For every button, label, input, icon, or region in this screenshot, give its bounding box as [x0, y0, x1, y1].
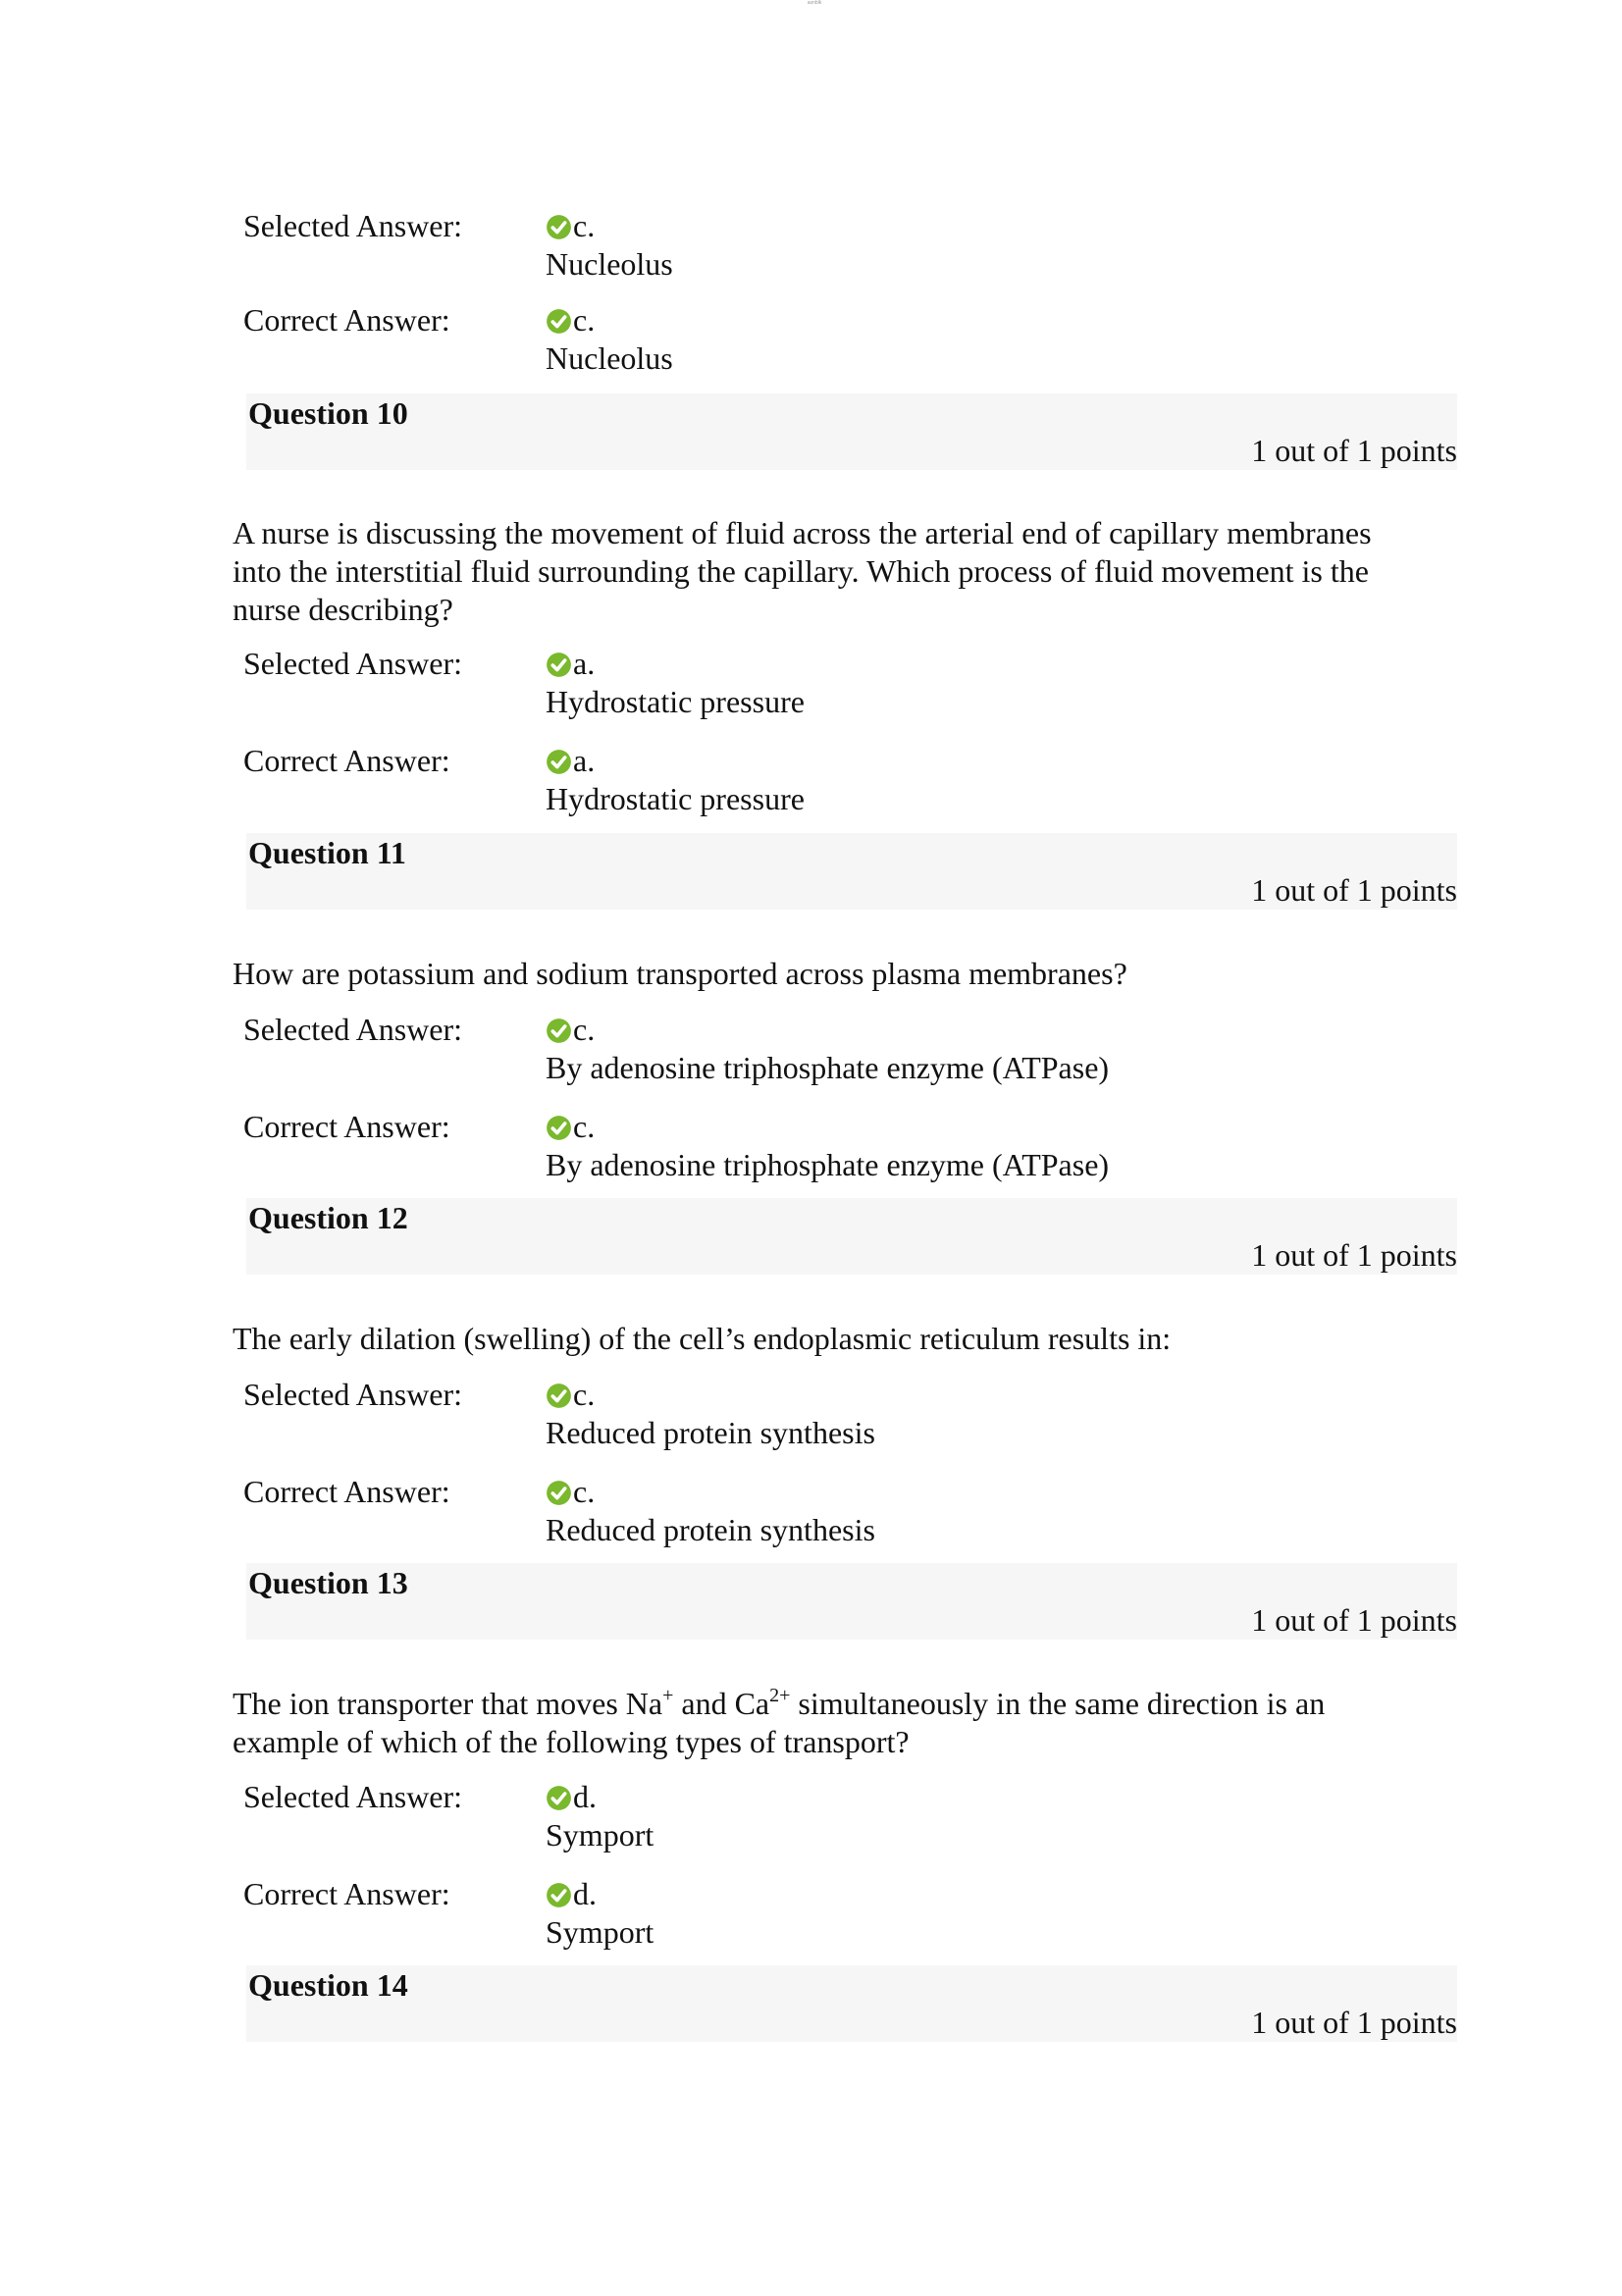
- question-header: [246, 1965, 1457, 2042]
- superscript-charge: +: [662, 1685, 674, 1706]
- selected-answer-label: Selected Answer:: [243, 646, 463, 681]
- question-text: How are potassium and sodium transported across plasma membranes?: [233, 956, 1127, 991]
- question-text: The early dilation (swelling) of the cell’s endoplasmic reticulum results in:: [233, 1321, 1172, 1356]
- check-icon: [546, 1785, 572, 1811]
- answer-text: Reduced protein synthesis: [546, 1512, 875, 1547]
- page-header-text: asnblk: [807, 0, 822, 6]
- selected-answer-value: [546, 1778, 1429, 1854]
- answer-text: By adenosine triphosphate enzyme (ATPase): [546, 1147, 1110, 1182]
- selected-answer-label: Selected Answer:: [243, 208, 463, 243]
- selected-answer-value: [546, 207, 1429, 284]
- answer-text: Hydrostatic pressure: [546, 781, 805, 816]
- question-title: Question 11: [248, 835, 406, 870]
- question-text-part: simultaneously in the same direction is an example of which of the following types of transport?: [233, 1686, 1326, 1759]
- question-points: 1 out of 1 points: [1251, 433, 1457, 468]
- question-points: 1 out of 1 points: [1251, 1602, 1457, 1638]
- check-icon: [546, 1115, 572, 1141]
- correct-answer-label: Correct Answer:: [243, 1109, 450, 1144]
- correct-answer-value: [546, 1875, 1429, 1952]
- selected-answer-label: Selected Answer:: [243, 1377, 463, 1412]
- correct-answer-label: Correct Answer:: [243, 743, 450, 778]
- answer-letter: a.: [573, 646, 596, 681]
- question-points: 1 out of 1 points: [1251, 872, 1457, 908]
- correct-answer-label: Correct Answer:: [243, 1474, 450, 1509]
- check-icon: [546, 652, 572, 678]
- answer-text: Nucleolus: [546, 246, 673, 282]
- check-icon: [546, 1018, 572, 1044]
- selected-answer-label: Selected Answer:: [243, 1012, 463, 1047]
- question-points: 1 out of 1 points: [1251, 2005, 1457, 2040]
- question-text: A nurse is discussing the movement of fluid across the arterial end of capillary membranes into the interstitial fluid surrounding the capillary. Which process of fluid movement is the nurse describing?: [233, 515, 1372, 627]
- question-header: [246, 833, 1457, 910]
- answer-letter: c.: [573, 208, 596, 243]
- correct-answer-label: Correct Answer:: [243, 1876, 450, 1911]
- answer-letter: d.: [573, 1876, 597, 1911]
- question-points: 1 out of 1 points: [1251, 1237, 1457, 1273]
- check-icon: [546, 749, 572, 775]
- correct-answer-value: [546, 1108, 1429, 1184]
- question-title: Question 13: [248, 1565, 408, 1600]
- question-text-part: and Ca: [673, 1686, 770, 1721]
- question-text-part: The ion transporter that moves Na: [233, 1686, 663, 1721]
- answer-text: Symport: [546, 1817, 654, 1852]
- answer-text: Hydrostatic pressure: [546, 684, 805, 719]
- answer-text: Symport: [546, 1914, 654, 1950]
- selected-answer-label: Selected Answer:: [243, 1779, 463, 1814]
- answer-letter: c.: [573, 1109, 596, 1144]
- check-icon: [546, 214, 572, 240]
- selected-answer-value: [546, 645, 1429, 721]
- answer-text: By adenosine triphosphate enzyme (ATPase): [546, 1050, 1110, 1085]
- correct-answer-value: [546, 1473, 1429, 1549]
- answer-letter: c.: [573, 1474, 596, 1509]
- selected-answer-value: [546, 1376, 1429, 1452]
- answer-letter: d.: [573, 1779, 597, 1814]
- answer-letter: c.: [573, 1377, 596, 1412]
- answer-text: Nucleolus: [546, 340, 673, 376]
- question-title: Question 10: [248, 395, 408, 431]
- question-title: Question 12: [248, 1200, 408, 1235]
- answer-letter: c.: [573, 1012, 596, 1047]
- answer-text: Reduced protein synthesis: [546, 1415, 875, 1450]
- selected-answer-value: [546, 1011, 1429, 1087]
- correct-answer-label: Correct Answer:: [243, 302, 450, 338]
- question-header: [246, 1563, 1457, 1640]
- correct-answer-value: [546, 301, 1429, 378]
- check-icon: [546, 1882, 572, 1908]
- superscript-charge: 2+: [769, 1685, 791, 1706]
- check-icon: [546, 308, 572, 335]
- question-title: Question 14: [248, 1967, 408, 2003]
- answer-letter: c.: [573, 302, 596, 338]
- question-header: [246, 1198, 1457, 1275]
- question-text: [233, 1685, 1390, 1761]
- check-icon: [546, 1383, 572, 1409]
- question-header: [246, 393, 1457, 470]
- correct-answer-value: [546, 742, 1429, 818]
- answer-letter: a.: [573, 743, 596, 778]
- check-icon: [546, 1480, 572, 1506]
